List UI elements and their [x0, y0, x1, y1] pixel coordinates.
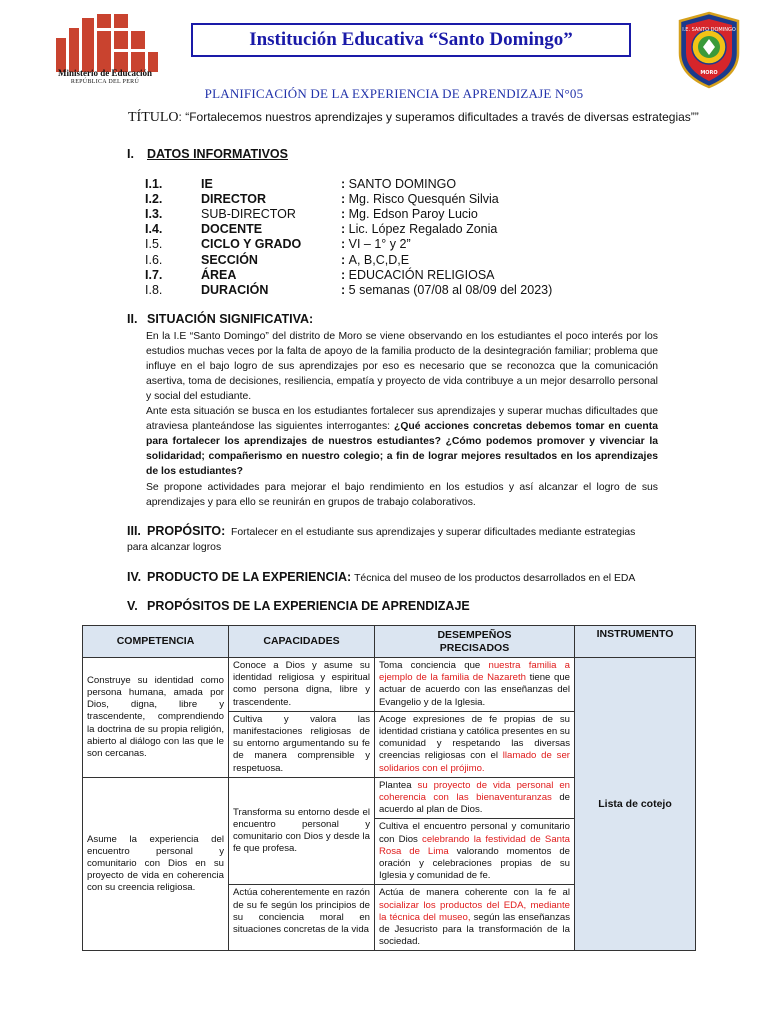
section-num: II. — [127, 312, 138, 326]
datos-field: DIRECTOR — [201, 192, 267, 207]
datos-number: I.4. — [145, 222, 163, 237]
datos-number: I.1. — [145, 177, 163, 191]
section-datos-heading — [127, 147, 288, 161]
capacidad-4: Actúa coherentemente en razón de su fe según los principios de su conciencia moral en situaciones concretas de la vida — [229, 885, 375, 951]
titulo-line — [128, 110, 699, 126]
datos-colon: : — [341, 237, 349, 252]
situacion-p2-plain: Ante esta situación se busca en los estudiantes fortalecer sus aprendizajes y superar muchas dificultades que atraviesa planteándose las siguientes interrogantes: — [146, 406, 658, 432]
ministry-caption — [40, 68, 170, 86]
ministry-line1: Ministerio de Educación — [58, 68, 152, 78]
datos-number: I.3. — [145, 207, 163, 222]
datos-value-text: 5 semanas (07/08 al 08/09 del 2023) — [348, 282, 553, 297]
datos-field: CICLO Y GRADO — [201, 237, 302, 252]
datos-value-text: VI – 1° y 2” — [348, 237, 411, 252]
datos-value — [341, 237, 411, 252]
desempeno-text: valorando momentos de oración y celebraciones propias de su Iglesia y comunidad de fe. — [379, 845, 571, 882]
table-header-row — [83, 626, 696, 658]
datos-value-text: A, B,C,D,E — [348, 252, 410, 267]
section-propositos-heading — [127, 599, 470, 613]
section-num: I. — [127, 147, 134, 161]
situacion-questions: ¿Qué acciones concretas debemos tomar en cuenta para fortalecer los aprendizajes de nuestros estudiantes? ¿Cómo podemos promover y vivenciar la solidaridad; compañerismo en nuestro colegio; a fin de lograr mejores resultados en los aprendizajes de los estudiantes? — [146, 421, 659, 477]
competencias-table — [82, 625, 696, 951]
section-num: III. — [127, 524, 141, 538]
datos-field: DURACIÓN — [201, 282, 269, 297]
section-num: IV. — [127, 570, 142, 584]
datos-value — [341, 192, 499, 207]
datos-number: I.7. — [145, 267, 163, 282]
producto-text: Técnica del museo de los productos desarrollados en el EDA — [354, 573, 636, 584]
datos-number: I.8. — [145, 282, 163, 297]
datos-value-text: Mg. Risco Quesquén Silvia — [348, 192, 499, 207]
desempeno-highlight: llamado de ser solidarios con el prójimo. — [379, 750, 570, 774]
capacidad-2: Cultiva y valora las manifestaciones religiosas de su entorno argumentando su fe de manera comprensible y respetuosa. — [229, 711, 375, 777]
datos-value-text: Mg. Edson Paroy Lucio — [348, 207, 478, 222]
crest-bottom-text: MORO — [700, 70, 718, 76]
datos-colon: : — [341, 192, 349, 207]
datos-value — [341, 207, 478, 222]
datos-value — [341, 268, 495, 283]
desempeno-highlight: su proyecto de vida personal en coherencia con las bienaventuranzas — [379, 779, 570, 804]
proposito-text: Fortalecer en el estudiante sus aprendizajes y superar dificultades mediante estrategias para alcanzar logros — [127, 527, 636, 553]
desempeno-highlight: nuestra familia a ejemplo de la familia de Nazareth — [379, 660, 570, 684]
desempeno-text: tiene que actuar de acuerdo con las enseñanzas del Evangelio y de la Iglesia. — [379, 672, 570, 708]
situacion-paragraph-2 — [146, 404, 658, 479]
datos-colon: : — [341, 282, 349, 297]
desempeno-3 — [375, 777, 575, 819]
datos-value — [341, 222, 497, 237]
datos-value-text: Lic. López Regalado Zonia — [348, 222, 498, 237]
desempeno-4 — [375, 819, 575, 885]
section-num: V. — [127, 599, 138, 613]
section-title: PRODUCTO DE LA EXPERIENCIA: — [147, 570, 352, 584]
competencia-2: Asume la experiencia del encuentro personal y comunitario con Dios en su proyecto de vida en coherencia con su creencia religiosa. — [83, 777, 229, 951]
ministry-line2: REPÚBLICA DEL PERÚ — [70, 79, 140, 85]
datos-field: SUB-DIRECTOR — [201, 207, 296, 222]
desempeno-highlight: socializar los productos del EDA, mediante la técnica del museo, — [379, 899, 570, 923]
header-desempenos-line2: PRECISADOS — [439, 641, 510, 654]
datos-field: DOCENTE — [201, 222, 263, 237]
datos-value-text: SANTO DOMINGO — [348, 177, 457, 191]
capacidad-1: Conoce a Dios y asume su identidad religiosa y espiritual como persona digna, libre y trascendente. — [229, 658, 375, 712]
capacidad-3: Transforma su entorno desde el encuentro personal y comunitario con Dios y desde la fe que profesa. — [229, 777, 375, 885]
table-row — [83, 658, 696, 712]
section-situacion-heading — [127, 312, 313, 326]
datos-field: ÁREA — [201, 267, 237, 282]
instrumento-cell: Lista de cotejo — [575, 658, 696, 951]
datos-value-text: EDUCACIÓN RELIGIOSA — [348, 267, 495, 282]
titulo-key: TÍTULO — [128, 110, 179, 125]
desempeno-text: Actúa de manera coherente con la fe al — [379, 887, 570, 899]
desempeno-highlight: celebrando la festividad de Santa Rosa de Lima — [379, 833, 571, 857]
desempeno-text: Toma conciencia que — [379, 660, 489, 671]
institution-title: Institución Educativa “Santo Domingo” — [249, 29, 573, 50]
header-desempenos — [375, 626, 575, 658]
datos-colon: : — [341, 177, 349, 191]
datos-value — [341, 283, 552, 298]
section-proposito — [127, 524, 659, 555]
situacion-paragraph-1: En la I.E “Santo Domingo” del distrito de Moro se viene observando en los estudiantes el poco interés por los estudios muchas veces por la falta de apoyo de la familia producto de la desintegración familiar; problema que influye en el bajo logro de sus aprendizajes por eso es necesario que se reconozca que la comunicación asertiva, toma de decisiones, resiliencia, empatía y proyecto de vida contribuye a un mejor desarrollo personal y social del estudiante. — [146, 331, 658, 402]
section-title: DATOS INFORMATIVOS — [147, 147, 288, 161]
titulo-value: : “Fortalecemos nuestros aprendizajes y superamos dificultades a través de diversas estrategias”” — [178, 110, 699, 124]
desempeno-text: Cultiva el encuentro personal y comunitario con Dios — [379, 821, 570, 845]
datos-number: I.5. — [145, 237, 163, 252]
datos-number: I.2. — [145, 192, 163, 207]
desempeno-2 — [375, 711, 575, 777]
datos-value — [341, 253, 409, 268]
institution-title-box — [191, 23, 631, 57]
datos-colon: : — [341, 267, 349, 282]
datos-colon: : — [341, 252, 349, 267]
header-desempenos-line1: DESEMPEÑOS — [437, 629, 512, 642]
crest-top-text: I.E. SANTO DOMINGO — [682, 27, 736, 33]
section-producto — [127, 569, 635, 587]
desempeno-text: de acuerdo al plan de Dios. — [379, 792, 570, 816]
situacion-paragraph-3: Se propone actividades para mejorar el bajo rendimiento en los estudios y así alcanzar el logro de sus aprendizajes y para ello se reunirán en grupos de trabajo colaborativos. — [146, 482, 658, 508]
datos-number: I.6. — [145, 252, 163, 267]
school-crest — [676, 11, 742, 89]
desempeno-text: según las enseñanzas de Jesucristo para la transformación de la sociedad. — [379, 911, 571, 948]
desempeno-text: Acoge expresiones de fe propias de su identidad cristiana y católica presentes en su comunidad y respetando las diversas creencias religiosas con el — [379, 713, 570, 762]
plan-title: PLANIFICACIÓN DE LA EXPERIENCIA DE APRENDIZAJE N°05 — [204, 86, 584, 101]
datos-field: SECCIÓN — [201, 252, 258, 267]
header-instrumento: INSTRUMENTO — [575, 626, 696, 658]
datos-field: IE — [201, 177, 213, 191]
header-capacidades: CAPACIDADES — [229, 626, 375, 658]
section-title: SITUACIÓN SIGNIFICATIVA: — [147, 312, 314, 326]
desempeno-text: Plantea — [379, 779, 418, 791]
competencia-1: Construye su identidad como persona humana, amada por Dios, digna, libre y trascendente, comprendiendo la doctrina de su propia religión, abierto al diálogo con las que le son cercanas. — [83, 658, 229, 778]
datos-colon: : — [341, 207, 349, 222]
datos-colon: : — [341, 222, 349, 237]
header-competencia: COMPETENCIA — [83, 626, 229, 658]
section-title: PROPÓSITOS DE LA EXPERIENCIA DE APRENDIZAJE — [147, 599, 470, 613]
desempeno-5 — [375, 885, 575, 951]
datos-value — [341, 177, 456, 192]
section-title: PROPÓSITO: — [147, 524, 226, 538]
desempeno-1 — [375, 658, 575, 712]
